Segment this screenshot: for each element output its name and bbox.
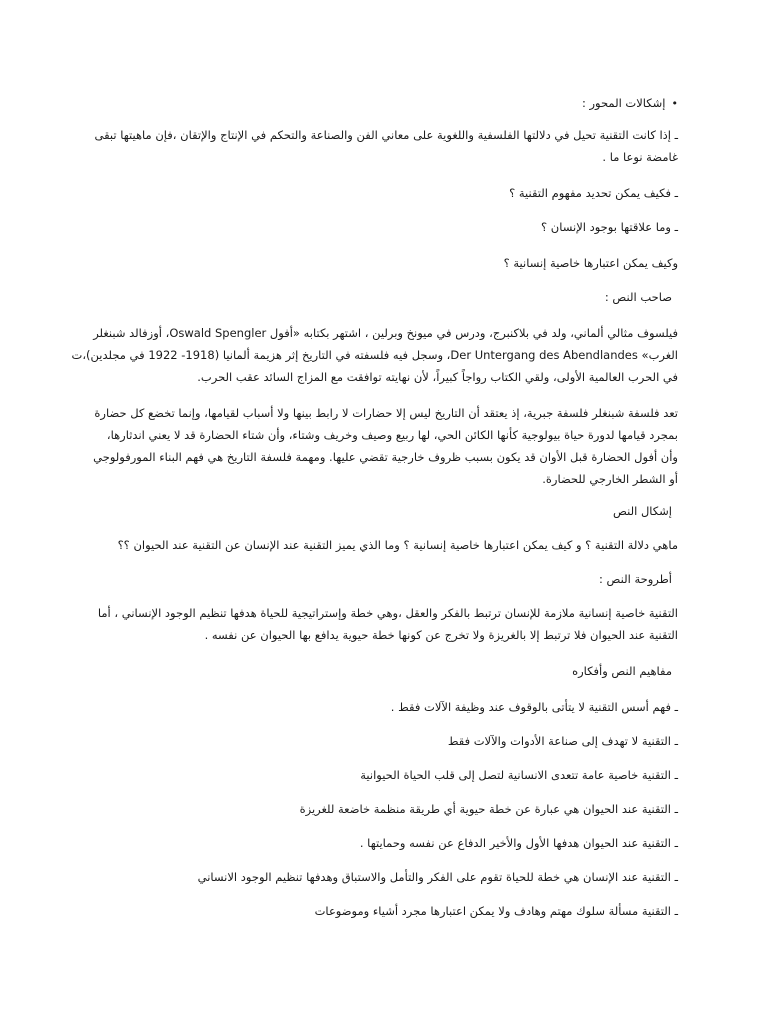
author-p2-line-1: تعد فلسفة شبنغلر فلسفة جبرية، إذ يعتقد أن التاريخ ليس إلا حضارات لا رابط بينها ولا أسباب لقيامها، وإنما تخضع كل حضارة — [94, 406, 678, 420]
thesis-heading: أطروحة النص : — [599, 572, 672, 586]
author-p2-line-4: أو الشطر الخارجي للحضارة. — [542, 472, 678, 486]
question-1: ـ فكيف يمكن تحديد مفهوم التقنية ؟ — [509, 186, 678, 200]
thesis-line-1: التقنية خاصية إنسانية ملازمة للإنسان ترتبط بالفكر والعقل ،وهي خطة وإستراتيجية للحياة هدفها تنظيم الوجود الإنساني ، أما — [97, 606, 678, 620]
thesis-line-2: التقنية عند الحيوان فلا ترتبط إلا بالغريزة ولا تخرج عن كونها خطة حيوية يدافع بها الحيوان عن نفسه . — [204, 628, 678, 642]
author-line-1: فيلسوف مثالي ألماني، ولد في بلاكنبرج، ودرس في ميونخ وبرلين ، اشتهر بكتابه «أفول Oswald Spengler، أوزفالد شبنغلر — [93, 326, 678, 340]
author-line-2: الغرب» Der Untergang des Abendlandes، وسجل فيه فلسفته في التاريخ إثر هزيمة ألمانيا (1918- 1922 في مجلدين)،ت — [71, 348, 678, 362]
concept-item: ـ فهم أسس التقنية لا يتأتى بالوقوف عند وظيفة الآلات فقط . — [390, 700, 678, 714]
concept-item: ـ التقنية عند الإنسان هي خطة للحياة تقوم على الفكر والتأمل والاستباق وهدفها تنظيم الوجود الانساني — [197, 870, 678, 884]
concept-item: ـ التقنية خاصية عامة تتعدى الانسانية لتصل إلى قلب الحياة الحيوانية — [360, 768, 678, 782]
question-2: ـ وما علاقتها بوجود الإنسان ؟ — [541, 220, 678, 234]
axis-problems-heading — [88, 92, 678, 115]
concepts-heading: مفاهيم النص وأفكاره — [572, 664, 672, 678]
concept-item: ـ التقنية عند الحيوان هدفها الأول والأخير الدفاع عن نفسه وحمايتها . — [359, 836, 678, 850]
intro-line-2: غامضة نوعا ما . — [602, 150, 678, 164]
author-p2-line-3: وأن أفول الحضارة قبل الأوان قد يكون بسبب ظروف خارجية تقضي عليها. ومهمة فلسفة التاريخ هي فهم البناء المورفولوجي — [93, 450, 678, 464]
author-heading: صاحب النص : — [604, 290, 672, 304]
concept-item: ـ التقنية عند الحيوان هي عبارة عن خطة حيوية أي طريقة منظمة خاضعة للغريزة — [299, 802, 678, 816]
problem-heading: إشكال النص — [613, 504, 672, 518]
bullet-icon: • — [671, 97, 678, 110]
author-line-3: في الحرب العالمية الأولى، ولقي الكتاب رواجاً كبيراً، لأن نهايته توافقت مع المزاج السائد عقب الحرب. — [197, 370, 678, 384]
axis-problems-title: إشكالات المحور : — [581, 96, 666, 110]
problem-text: ماهي دلالة التقنية ؟ و كيف يمكن اعتبارها خاصية إنسانية ؟ وما الذي يميز التقنية عند الإنسان عن التقنية عند الحيوان ؟؟ — [117, 538, 678, 552]
concept-item: ـ التقنية مسألة سلوك مهتم وهادف ولا يمكن اعتبارها مجرد أشياء وموضوعات — [314, 904, 678, 918]
concept-item: ـ التقنية لا تهدف إلى صناعة الأدوات والآلات فقط — [447, 734, 678, 748]
intro-line-1: ـ إذا كانت التقنية تحيل في دلالتها الفلسفية واللغوية على معاني الفن والصناعة والتحكم في الإنتاج والإتقان ،فإن ماهيتها تبقى — [94, 128, 678, 142]
question-3: وكيف يمكن اعتبارها خاصية إنسانية ؟ — [503, 256, 678, 270]
author-p2-line-2: بمجرد قيامها لدورة حياة بيولوجية كأنها الكائن الحي، لها ربيع وصيف وخريف وشتاء، وأن شتاء الحضارة قد لا يعني اندثارها، — [106, 428, 678, 442]
